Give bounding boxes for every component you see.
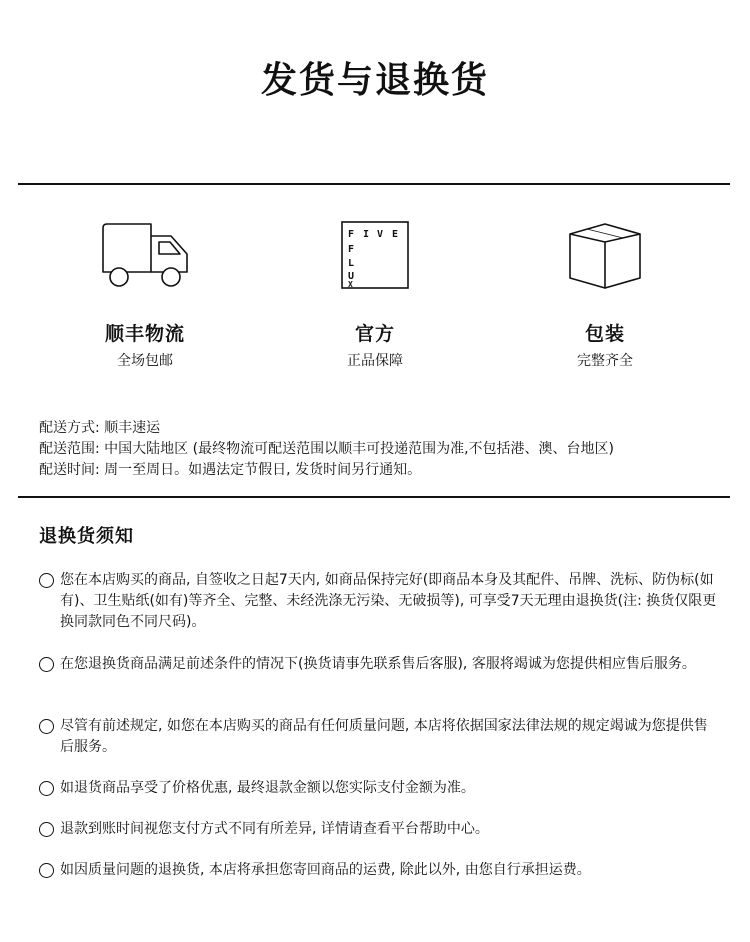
list-item: 如退货商品享受了价格优惠, 最终退款金额以您实际支付金额为准。 xyxy=(39,778,719,799)
circle-bullet-icon xyxy=(39,719,54,734)
shipping-info xyxy=(39,418,614,481)
feature-title: 包装 xyxy=(584,323,625,345)
list-item: 您在本店购买的商品, 自签收之日起7天内, 如商品保持完好(即商品本身及其配件、吊牌、洗标、防伪标(如有)、卫生贴纸(如有)等齐全、完整、未经洗涤无污染、无破损等), 可享受7天无理由退换货(注: 换货仅限更换同款同色不同尺码)。 xyxy=(39,570,719,633)
svg-text:V: V xyxy=(377,229,384,240)
list-item: 尽管有前述规定, 如您在本店购买的商品有任何质量问题, 本店将依据国家法律法规的规定竭诚为您提供售后服务。 xyxy=(39,716,719,758)
feature-subtitle: 全场包邮 xyxy=(117,353,173,369)
feature-subtitle: 完整齐全 xyxy=(577,353,633,369)
feature-shipping xyxy=(45,215,245,370)
svg-text:U: U xyxy=(348,271,355,282)
svg-text:F: F xyxy=(348,229,355,240)
box-icon xyxy=(505,215,705,295)
list-item: 如因质量问题的退换货, 本店将承担您寄回商品的运费, 除此以外, 由您自行承担运费。 xyxy=(39,860,719,881)
feature-title: 官方 xyxy=(354,323,395,345)
svg-text:L: L xyxy=(348,258,355,269)
circle-bullet-icon xyxy=(39,822,54,837)
circle-bullet-icon xyxy=(39,863,54,878)
shipping-range: 配送范围: 中国大陆地区 (最终物流可配送范围以顺丰可投递范围为准,不包括港、澳、台地区) xyxy=(39,441,614,457)
shipping-method: 配送方式: 顺丰速运 xyxy=(39,420,161,436)
shipping-time: 配送时间: 周一至周日。如遇法定节假日, 发货时间另行通知。 xyxy=(39,462,422,478)
page-title: 发货与退换货 xyxy=(260,60,489,101)
feature-subtitle: 正品保障 xyxy=(347,353,403,369)
svg-text:I: I xyxy=(363,229,370,240)
circle-bullet-icon xyxy=(39,573,54,588)
feature-official xyxy=(275,215,475,370)
svg-text:E: E xyxy=(392,229,399,240)
divider-middle xyxy=(18,496,730,498)
svg-text:F: F xyxy=(348,244,355,255)
circle-bullet-icon xyxy=(39,657,54,672)
divider-top xyxy=(18,183,730,185)
list-item: 退款到账时间视您支付方式不同有所差异, 详情请查看平台帮助中心。 xyxy=(39,819,719,840)
returns-title: 退换货须知 xyxy=(39,526,134,547)
five-flux-logo xyxy=(275,215,475,295)
circle-bullet-icon xyxy=(39,781,54,796)
list-item: 在您退换货商品满足前述条件的情况下(换货请事先联系售后客服), 客服将竭诚为您提供相应售后服务。 xyxy=(39,654,719,675)
svg-text:X: X xyxy=(348,280,353,289)
feature-title: 顺丰物流 xyxy=(104,323,185,345)
truck-icon xyxy=(45,215,245,295)
feature-packaging xyxy=(505,215,705,370)
